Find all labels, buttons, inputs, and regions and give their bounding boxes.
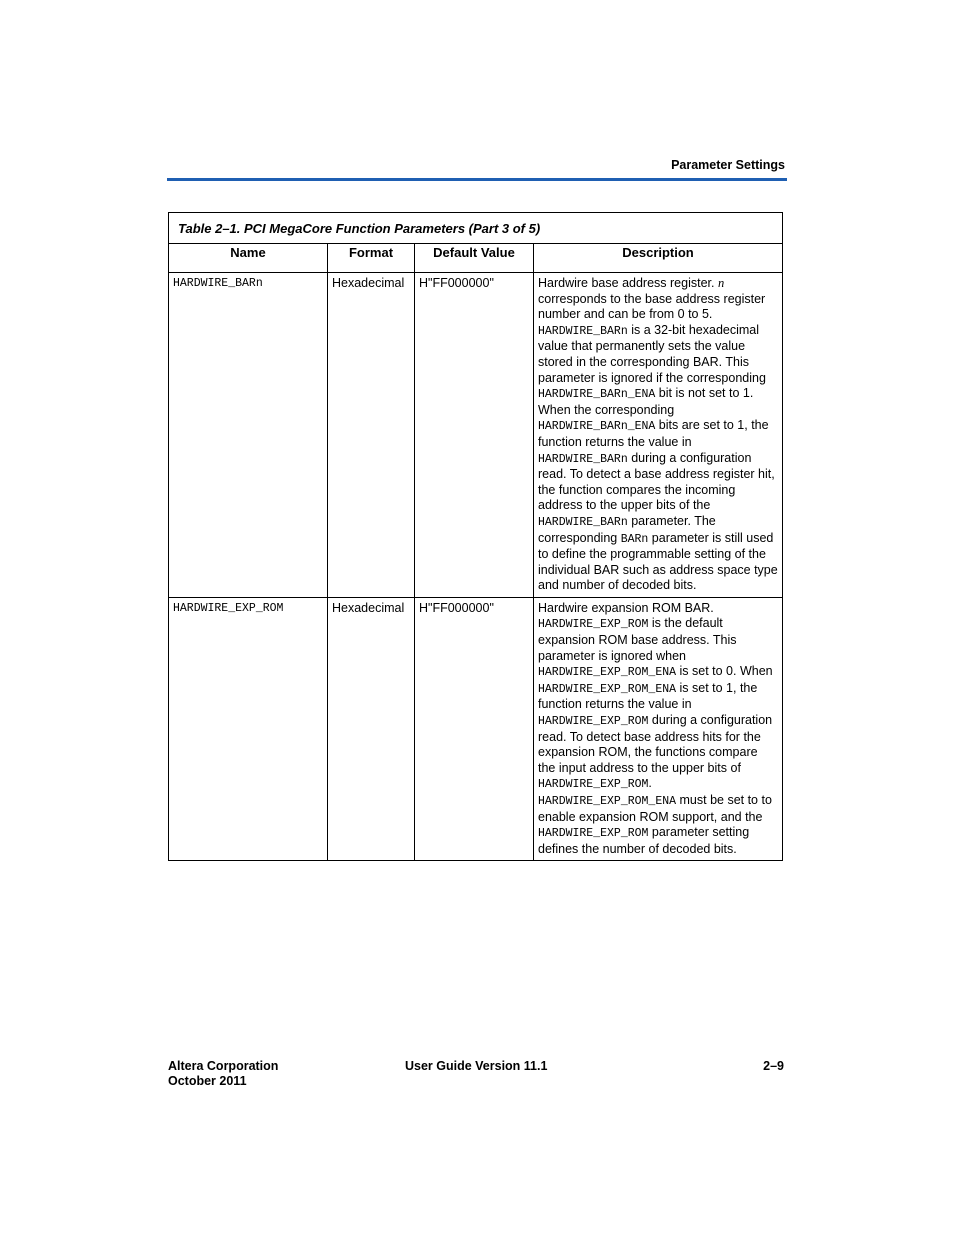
footer-guide-version: User Guide Version 11.1 — [405, 1059, 548, 1073]
table-row — [169, 597, 783, 861]
footer-date: October 2011 — [168, 1074, 247, 1088]
column-header-description: Description — [534, 244, 783, 273]
footer-company: Altera Corporation — [168, 1059, 279, 1073]
column-header-name: Name — [169, 244, 328, 273]
column-header-format: Format — [328, 244, 415, 273]
parameters-table — [168, 212, 783, 861]
table-caption: Table 2–1. PCI MegaCore Function Parameters (Part 3 of 5) — [169, 213, 783, 244]
parameter-format: Hexadecimal — [328, 273, 415, 598]
header-rule — [167, 178, 787, 181]
parameter-default: H"FF000000" — [415, 597, 534, 861]
parameter-name: HARDWIRE_BARn — [169, 273, 328, 598]
parameter-default: H"FF000000" — [415, 273, 534, 598]
column-header-default-value: Default Value — [415, 244, 534, 273]
parameter-description: Hardwire base address register. n corresponds to the base address register number and can be from 0 to 5. HARDWIRE_BARn is a 32-bit hexadecimal value that permanently sets the value stored in the corresponding BAR. This parameter is ignored if the corresponding HARDWIRE_BARn_ENA bit is not set to 1. When the corresponding HARDWIRE_BARn_ENA bits are set to 1, the function returns the value in HARDWIRE_BARn during a configuration read. To detect a base address register hit, the function compares the incoming address to the upper bits of the HARDWIRE_BARn parameter. The corresponding BARn parameter is still used to define the programmable setting of the individual BAR such as address space type and number of decoded bits. — [534, 273, 783, 598]
section-title: Parameter Settings — [671, 158, 785, 172]
table-row — [169, 273, 783, 598]
table-header-row — [169, 244, 783, 273]
footer-page-number: 2–9 — [763, 1059, 784, 1073]
parameter-name: HARDWIRE_EXP_ROM — [169, 597, 328, 861]
parameter-description: Hardwire expansion ROM BAR. HARDWIRE_EXP_ROM is the default expansion ROM base address. This parameter is ignored when HARDWIRE_EXP_ROM_ENA is set to 0. When HARDWIRE_EXP_ROM_ENA is set to 1, the function returns the value in HARDWIRE_EXP_ROM during a configuration read. To detect base address hits for the expansion ROM, the functions compare the input address to the upper bits of HARDWIRE_EXP_ROM. HARDWIRE_EXP_ROM_ENA must be set to to enable expansion ROM support, and the HARDWIRE_EXP_ROM parameter setting defines the number of decoded bits. — [534, 597, 783, 861]
parameter-format: Hexadecimal — [328, 597, 415, 861]
